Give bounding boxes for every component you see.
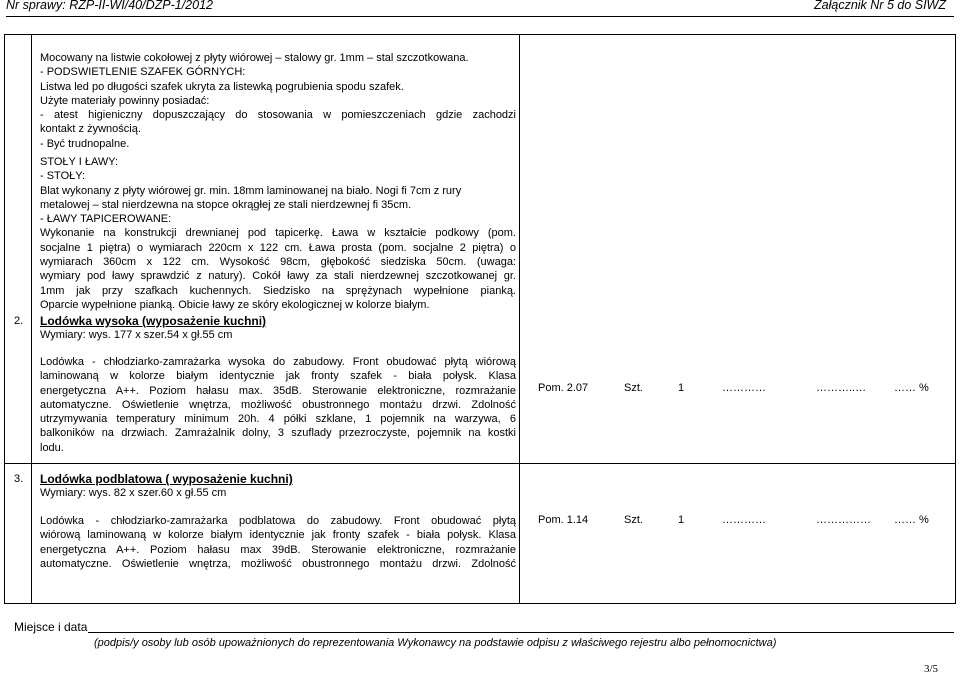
- text-line: wiórową laminowaną w kolorze białym identycznie jak fronty szafek - biała połysk. Klasa: [40, 529, 516, 542]
- signature-line: [88, 632, 954, 633]
- text-line: socjalne 1 piętra) o wymiarach 220cm x 122 cm. Ława prosta (pom. socjalne 2 piętra) o: [40, 241, 516, 254]
- table-col-divider: [519, 34, 520, 604]
- attachment-label: Załącznik Nr 5 do SIWZ: [814, 0, 946, 12]
- item-dimensions: Wymiary: wys. 177 x szer.54 x gł.55 cm: [40, 329, 233, 341]
- room-cell: Pom. 1.14: [538, 514, 589, 526]
- text-line: - atest higieniczny dopuszczający do stosowania w pomieszczeniach gdzie zachodzi: [40, 109, 516, 122]
- item-title-text: Lodówka podblatowa ( wyposażenie kuchni): [40, 472, 293, 486]
- unit-cell: Szt.: [624, 382, 643, 394]
- text-line: Blat wykonany z płyty wiórowej gr. min. 18mm laminowanej na biało. Nogi fi 7cm z rury: [40, 184, 462, 197]
- text-line: Wykonanie na konstrukcji drewnianej pod tapicerkę. Ława w kształcie podkowy (pom.: [40, 227, 516, 240]
- table-top-border: [4, 34, 956, 35]
- quantity-cell: 1: [678, 382, 685, 394]
- text-line: Mocowany na listwie cokołowej z płyty wiórowej – stalowy gr. 1mm – stal szczotkowana.: [40, 52, 469, 64]
- unit-price-cell: …………: [722, 382, 766, 394]
- quantity-cell: 1: [678, 514, 685, 526]
- text-line: kontakt z żywnością.: [40, 123, 141, 136]
- vat-cell: …… %: [894, 382, 929, 394]
- text-line: Lodówka - chłodziarko-zamrażarka podblatowa do zabudowy. Front obudować płytą: [40, 515, 516, 527]
- text-line: automatyczne. Oświetlenie wnętrza, możliwość obustronnego montażu drzwi. Zdolność: [40, 398, 516, 411]
- text-line: metalowej – stal nierdzewna na stopce okrągłej ze stali nierdzewnej fi 35cm.: [40, 198, 412, 211]
- item-title: [40, 314, 266, 328]
- text-line: laminowaną w kolorze białym identycznie jak fronty szafek - biała połysk. Klasa: [40, 370, 516, 383]
- text-line: STOŁY I ŁAWY:: [40, 156, 119, 168]
- item-dimensions: Wymiary: wys. 82 x szer.60 x gł.55 cm: [40, 487, 227, 499]
- row-divider: [4, 463, 956, 464]
- text-line: Oparcie wypełnione pianką. Obicie ławy ze skóry ekologicznej w kolorze białym.: [40, 298, 430, 311]
- table-bottom-border: [4, 603, 956, 604]
- tables-benches-text: [40, 155, 516, 312]
- table-border-right: [955, 34, 956, 604]
- page-header: [0, 0, 960, 20]
- vat-cell: …… %: [894, 514, 929, 526]
- item-title: [40, 472, 293, 486]
- item-number: 3.: [14, 473, 24, 485]
- item-description: [40, 514, 516, 571]
- table-border-left: [4, 34, 5, 604]
- text-line: - STOŁY:: [40, 170, 86, 183]
- text-line: energetyczna A++. Poziom hałasu max. 35dB. Sterowanie elektroniczne, rozmrażanie: [40, 384, 516, 397]
- item-number: 2.: [14, 315, 24, 327]
- text-line: - ŁAWY TAPICEROWANE:: [40, 213, 172, 226]
- item1-continuation-text: [40, 51, 516, 151]
- value-cell: ………..…: [816, 382, 867, 394]
- item-title-text: Lodówka wysoka (wyposażenie kuchni): [40, 314, 267, 328]
- text-line: - Być trudnopalne.: [40, 137, 130, 150]
- text-line: balkoników na drzwiach. Zamrażalnik dolny, 3 szuflady przezroczyste, pojemnik na kostki: [40, 427, 516, 440]
- signature-note: (podpis/y osoby lub osób upoważnionych do reprezentowania Wykonawcy na podstawie odpisu z właściwego rejestru albo pełnomocnictwa): [94, 637, 777, 649]
- text-line: lodu.: [40, 441, 64, 454]
- table-col-divider: [31, 34, 32, 604]
- unit-price-cell: …………: [722, 514, 766, 526]
- text-line: wymiarach 360cm x 122 cm. Wysokość 98cm, głębokość siedziska 50cm. (uwaga:: [40, 256, 516, 269]
- header-rule: [6, 16, 954, 17]
- page-number: 3/5: [923, 663, 938, 675]
- place-date-label: Miejsce i data: [14, 620, 88, 634]
- text-line: Listwa led po długości szafek ukryta za listewką pogrubienia spodu szafek.: [40, 80, 404, 93]
- text-line: 1mm jak przy szafkach kuchennych. Siedzisko na sprężynach wypełnione pianką.: [40, 284, 516, 297]
- item-description: [40, 355, 516, 455]
- text-line: energetyczna A++. Poziom hałasu max 39dB. Sterowanie elektroniczne, rozmrażanie: [40, 543, 516, 556]
- unit-cell: Szt.: [624, 514, 643, 526]
- text-line: wymiary pod ławy sprawdzić z natury). Cokół ławy za stali nierdzewnej szczotkowanej gr.: [40, 270, 516, 283]
- text-line: automatyczne. Oświetlenie wnętrza, możliwość obustronnego montażu drzwi. Zdolność: [40, 557, 516, 570]
- value-cell: ……………: [816, 514, 871, 526]
- text-line: - PODSWIETLENIE SZAFEK GÓRNYCH:: [40, 66, 246, 79]
- text-line: Użyte materiały powinny posiadać:: [40, 94, 210, 107]
- text-line: Lodówka - chłodziarko-zamrażarka wysoka do zabudowy. Front obudować płytą wiórową: [40, 356, 516, 368]
- text-line: utrzymywania temperatury minimum 20h. 4 półki szklane, 1 pojemnik na warzywa, 6: [40, 413, 516, 426]
- room-cell: Pom. 2.07: [538, 382, 589, 394]
- case-number: Nr sprawy: RZP-II-WI/40/DZP-1/2012: [6, 0, 213, 12]
